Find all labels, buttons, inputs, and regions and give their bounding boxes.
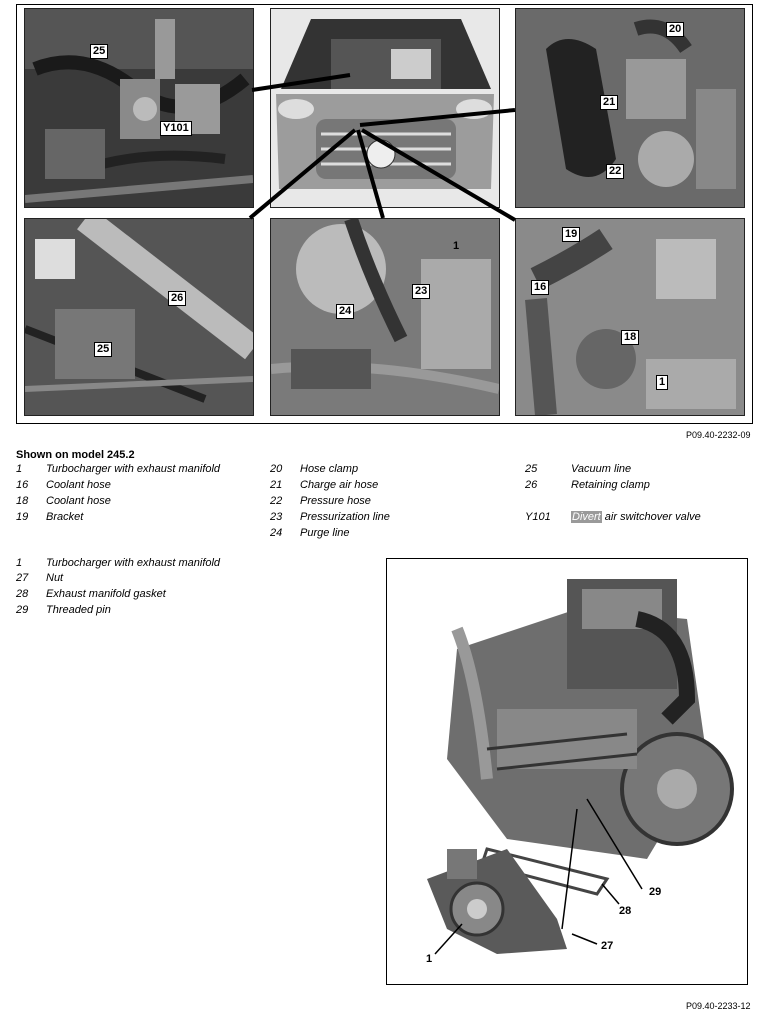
legend2-item-29: 29 Threaded pin	[16, 604, 111, 616]
label-1: 1	[426, 953, 433, 965]
callout-23: 23	[412, 284, 430, 299]
legend-item-y101: Y101 Divert air switchover valve	[525, 511, 701, 523]
label-28: 28	[619, 905, 632, 917]
legend-heading: Shown on model 245.2	[16, 449, 135, 461]
legend-item-19: 19 Bracket	[16, 511, 84, 523]
callout-25-a: 25	[90, 44, 108, 59]
callout-24: 24	[336, 304, 354, 319]
legend-item-24: 24 Purge line	[270, 527, 350, 539]
callout-y101: Y101	[160, 121, 192, 136]
connector-lines	[0, 0, 768, 430]
legend2-item-28: 28 Exhaust manifold gasket	[16, 588, 166, 600]
label-29: 29	[649, 886, 662, 898]
callout-21: 21	[600, 95, 618, 110]
callout-19: 19	[562, 227, 580, 242]
callout-26: 26	[168, 291, 186, 306]
legend-item-1: 1 Turbocharger with exhaust manifold	[16, 463, 221, 475]
legend-item-21: 21 Charge air hose	[270, 479, 379, 491]
legend2-item-1: 1 Turbocharger with exhaust manifold	[16, 557, 221, 569]
legend-item-18: 18 Coolant hose	[16, 495, 111, 507]
callout-22: 22	[606, 164, 624, 179]
search-highlight: Divert	[572, 511, 601, 523]
label-27: 27	[601, 940, 614, 952]
callout-1-b: 1	[656, 375, 668, 390]
callout-1-a: 1	[453, 240, 460, 252]
legend-item-26: 26 Retaining clamp	[525, 479, 650, 491]
engine-illustration	[387, 559, 746, 983]
figure-ref-top: P09.40-2232-09	[686, 430, 751, 440]
legend-item-25: 25 Vacuum line	[525, 463, 632, 475]
legend-item-16: 16 Coolant hose	[16, 479, 111, 491]
legend-item-20: 20 Hose clamp	[270, 463, 359, 475]
callout-25-b: 25	[94, 342, 112, 357]
legend2-item-27: 27 Nut	[16, 572, 64, 584]
callout-18: 18	[621, 330, 639, 345]
callout-16: 16	[531, 280, 549, 295]
callout-20: 20	[666, 22, 684, 37]
legend-item-22: 22 Pressure hose	[270, 495, 371, 507]
legend-item-23: 23 Pressurization line	[270, 511, 390, 523]
figure-ref-bottom: P09.40-2233-12	[686, 1001, 751, 1011]
